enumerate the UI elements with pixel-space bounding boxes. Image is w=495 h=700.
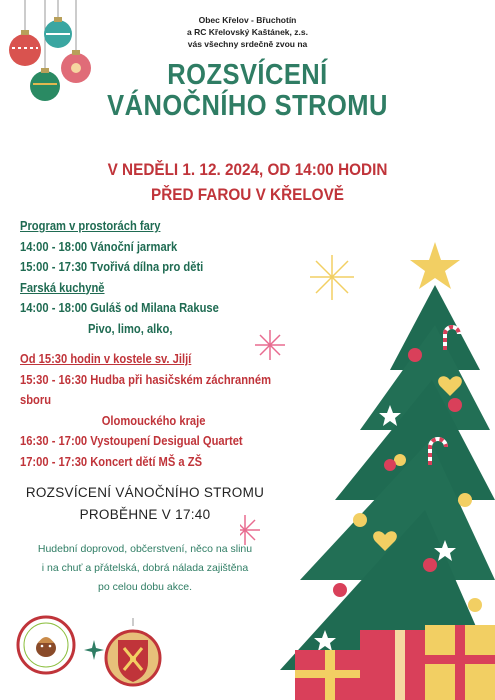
program-list	[20, 216, 304, 472]
organizer-line-3: vás všechny srdečně zvou na	[187, 39, 308, 49]
program-item: 14:00 - 18:00 Vánoční jarmark	[20, 238, 178, 254]
program-item: 15:30 - 16:30 Hudba při hasičském záchranném sboru	[20, 371, 272, 407]
section-title-church: Od 15:30 hodin v kostele sv. Jiljí	[20, 351, 192, 366]
refreshment-note	[0, 540, 290, 597]
place-line: PŘED FAROU V KŘELOVĚ	[151, 185, 344, 204]
organizer-line-1: Obec Křelov - Břuchotín	[198, 15, 297, 25]
date-line: V NEDĚLI 1. 12. 2024, OD 14:00 HODIN	[107, 160, 388, 179]
sparkle-decoration	[84, 640, 104, 660]
program-item-continuation: Olomouckého kraje	[101, 412, 206, 428]
event-datetime	[25, 157, 471, 207]
note-line-1: Hudební doprovod, občerstvení, něco na slinu	[37, 543, 253, 555]
note-line-2: i na chuť a přátelská, dobrá nálada zajištěna	[41, 562, 249, 574]
program-item-continuation: Pivo, limo, alko,	[87, 320, 173, 336]
program-item: 16:30 - 17:00 Vystoupení Desigual Quartet	[20, 433, 243, 448]
kastanek-logo	[16, 615, 76, 675]
title-line-1: ROZSVÍCENÍ	[167, 59, 328, 91]
note-line-3: po celou dobu akce.	[98, 581, 192, 593]
tree-lighting-info	[0, 482, 290, 526]
title-line-2: VÁNOČNÍHO STROMU	[107, 90, 388, 122]
section-title-kitchen: Farská kuchyně	[20, 279, 105, 295]
program-item: 14:00 - 18:00 Guláš od Milana Rakuse	[20, 300, 219, 315]
organizer-block	[0, 14, 495, 50]
program-item: 15:00 - 17:30 Tvořivá dílna pro děti	[20, 259, 204, 274]
star-icon	[410, 242, 460, 289]
organizer-line-2: a RC Křelovský Kaštánek, z.s.	[187, 27, 308, 37]
village-coat-of-arms-logo	[104, 618, 162, 688]
section-title-program: Program v prostorách fary	[20, 218, 161, 233]
lighting-line-2: PROBĚHNE V 17:40	[79, 507, 211, 522]
event-title	[30, 60, 466, 122]
lighting-line-1: ROZSVÍCENÍ VÁNOČNÍHO STROMU	[25, 485, 265, 500]
program-item: 17:00 - 17:30 Koncert dětí MŠ a ZŠ	[20, 453, 203, 469]
